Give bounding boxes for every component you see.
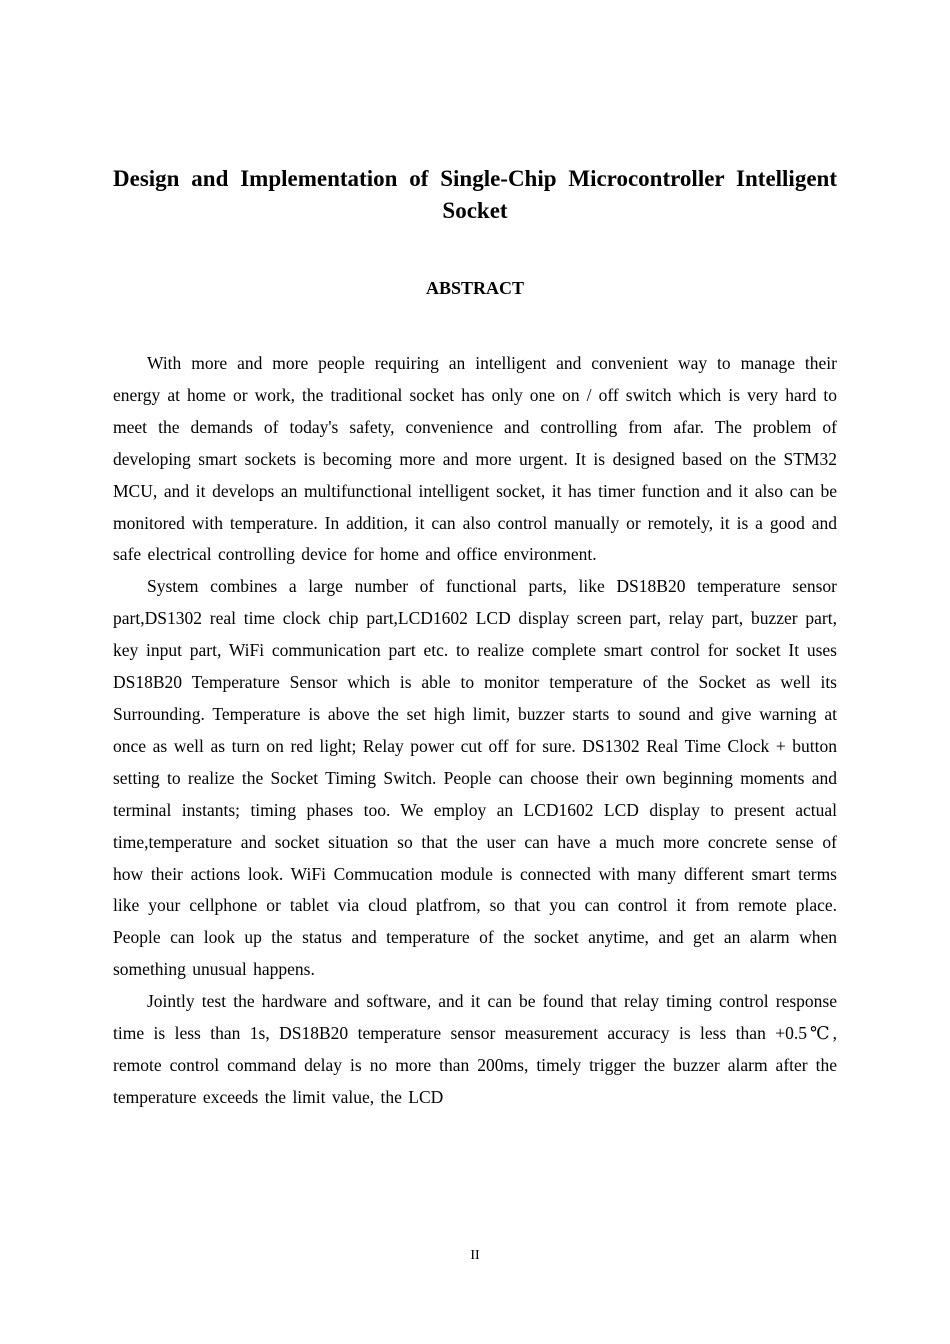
abstract-heading: ABSTRACT — [425, 278, 525, 298]
abstract-paragraph: With more and more people requiring an intelligent and convenient way to manage their energy at home or work, the traditional socket has only one on / off switch which is very hard to meet the demands of today's safety, convenience and controlling from afar. The problem of developing smart sockets is becoming more and more urgent. It is designed based on the STM32 MCU, and it develops an multifunctional intelligent socket, it has timer function and it also can be monitored with temperature. In addition, it can also control manually or remotely, it is a good and safe electrical controlling device for home and office environment. — [113, 353, 837, 565]
page-number: II — [470, 1248, 480, 1263]
abstract-paragraph: Jointly test the hardware and software, and it can be found that relay timing control response time is less than 1s, DS18B20 temperature sensor measurement accuracy is less than +0.5℃, remote control command delay is no more than 200ms, timely trigger the buzzer alarm after the temperature exceeds the limit value, the LCD — [113, 991, 837, 1107]
document-title: Design and Implementation of Single-Chip Microcontroller Intelligent Socket — [113, 166, 837, 223]
abstract-body — [113, 348, 837, 1114]
abstract-paragraph: System combines a large number of functional parts, like DS18B20 temperature sensor part,DS1302 real time clock chip part,LCD1602 LCD display screen part, relay part, buzzer part, key input part, WiFi communication part etc. to realize complete smart control for socket It uses DS18B20 Temperature Sensor which is able to monitor temperature of the Socket as well its Surrounding. Temperature is above the set high limit, buzzer starts to sound and give warning at once as well as turn on red light; Relay power cut off for sure. DS1302 Real Time Clock + button setting to realize the Socket Timing Switch. People can choose their own beginning moments and terminal instants; timing phases too. We employ an LCD1602 LCD display to present actual time,temperature and socket situation so that the user can have a much more concrete sense of how their actions look. WiFi Commucation module is connected with many different smart terms like your cellphone or tablet via cloud platfrom, so that you can control it from remote place. People can look up the status and temperature of the socket anytime, and get an alarm when something unusual happens. — [113, 576, 837, 980]
